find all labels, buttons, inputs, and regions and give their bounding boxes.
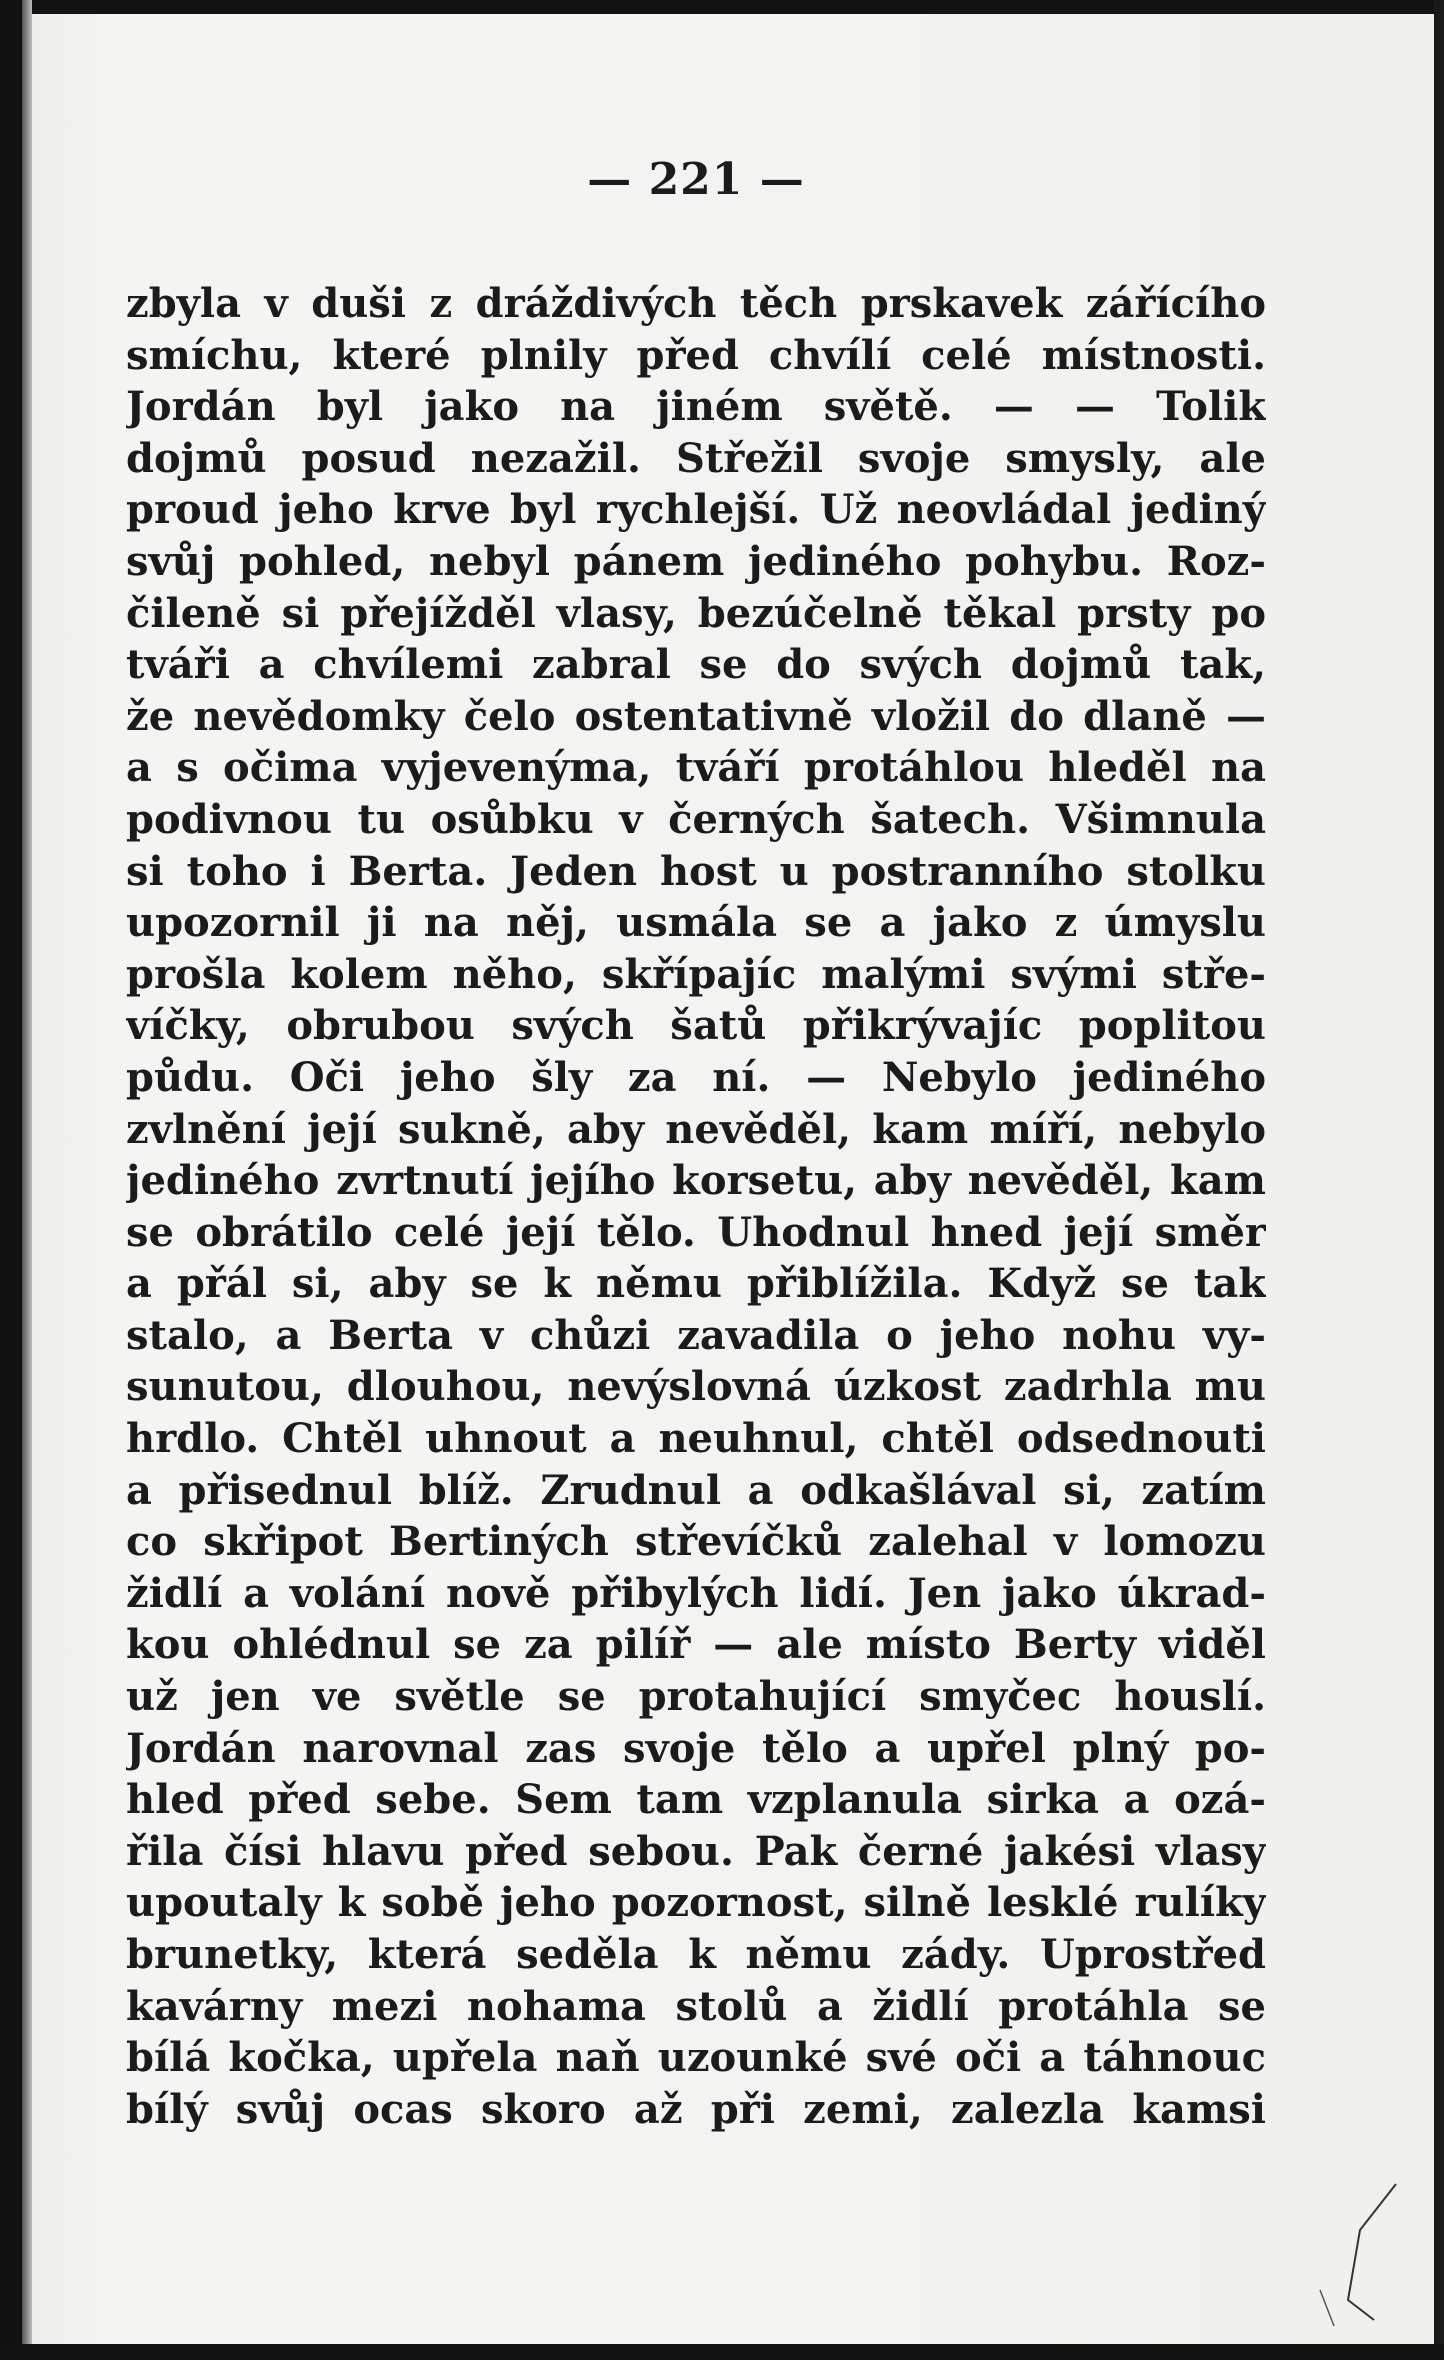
- text-line: a s očima vyjevenýma, tváří protáhlou hleděl na: [126, 744, 1266, 792]
- page-corner-fold: [1300, 2180, 1400, 2330]
- text-line: čileně si přejížděl vlasy, bezúčelně těkal prsty po: [126, 589, 1266, 637]
- text-line: židlí a volání nově přibylých lidí. Jen jako úkrad-: [126, 1569, 1266, 1617]
- scan-bottom-border: [0, 2344, 1444, 2360]
- scan-top-border: [0, 0, 1444, 14]
- text-line: sunutou, dlouhou, nevýslovná úzkost zadrhla mu: [126, 1363, 1266, 1411]
- text-line: Jordán narovnal zas svoje tělo a upřel plný po-: [126, 1724, 1266, 1772]
- text-line: smíchu, které plnily před chvílí celé místnosti.: [126, 331, 1266, 379]
- text-line: bílá kočka, upřela naň uzounké své oči a táhnouc: [126, 2034, 1266, 2082]
- text-line: tváři a chvílemi zabral se do svých dojmů tak,: [126, 641, 1266, 689]
- text-line: svůj pohled, nebyl pánem jediného pohybu. Roz-: [126, 537, 1266, 585]
- text-line: si toho i Berta. Jeden host u postranního stolku: [126, 847, 1266, 895]
- text-line: bílý svůj ocas skoro až při zemi, zalezla kamsi: [126, 2085, 1266, 2133]
- page-number: — 221 —: [587, 154, 805, 205]
- book-spine-shadow: [0, 0, 22, 2360]
- text-line: půdu. Oči jeho šly za ní. — Nebylo jediného: [126, 1053, 1266, 1101]
- text-line: upozornil ji na něj, usmála se a jako z úmyslu: [126, 899, 1266, 947]
- text-line: že nevědomky čelo ostentativně vložil do dlaně —: [126, 692, 1266, 740]
- text-line: kou ohlédnul se za pilíř — ale místo Berty viděl: [126, 1621, 1266, 1669]
- text-line: jediného zvrtnutí jejího korsetu, aby nevěděl, kam: [126, 1157, 1266, 1205]
- text-line: stalo, a Berta v chůzi zavadila o jeho nohu vy-: [126, 1311, 1266, 1359]
- text-line: co skřipot Bertiných střevíčků zalehal v lomozu: [126, 1518, 1266, 1566]
- text-line: víčky, obrubou svých šatů přikrývajíc poplitou: [126, 1002, 1266, 1050]
- text-line: a přál si, aby se k němu přiblížila. Když se tak: [126, 1260, 1266, 1308]
- body-text: [126, 278, 1266, 2135]
- scan-right-border: [1434, 0, 1444, 2360]
- text-line: proud jeho krve byl rychlejší. Už neovládal jediný: [126, 486, 1266, 534]
- text-line: zvlnění její sukně, aby nevěděl, kam míří, nebylo: [126, 1105, 1266, 1153]
- text-line: zbyla v duši z dráždivých těch prskavek zářícího: [126, 280, 1266, 327]
- text-line: kavárny mezi nohama stolů a židlí protáhla se: [126, 1982, 1266, 2030]
- text-line: podivnou tu osůbku v černých šatech. Všimnula: [126, 795, 1266, 843]
- text-line: prošla kolem něho, skřípajíc malými svými stře-: [126, 950, 1266, 998]
- text-line: Jordán byl jako na jiném světě. — — Tolik: [126, 383, 1266, 431]
- text-line: hrdlo. Chtěl uhnout a neuhnul, chtěl odsednouti: [126, 1415, 1266, 1463]
- spine-gradient: [22, 0, 32, 2360]
- text-line: brunetky, která seděla k němu zády. Uprostřed: [126, 1931, 1266, 1978]
- text-line: a přisednul blíž. Zrudnul a odkašlával si, zatím: [126, 1466, 1266, 1514]
- text-line: upoutaly k sobě jeho pozornost, silně lesklé rulíky: [126, 1879, 1266, 1927]
- text-line: se obrátilo celé její tělo. Uhodnul hned její směr: [126, 1208, 1266, 1256]
- text-line: hled před sebe. Sem tam vzplanula sirka a ozá-: [126, 1776, 1266, 1824]
- text-line: řila čísi hlavu před sebou. Pak černé jakési vlasy: [126, 1827, 1266, 1875]
- text-line: dojmů posud nezažil. Střežil svoje smysly, ale: [126, 434, 1266, 482]
- text-line: už jen ve světle se protahující smyčec houslí.: [126, 1673, 1266, 1721]
